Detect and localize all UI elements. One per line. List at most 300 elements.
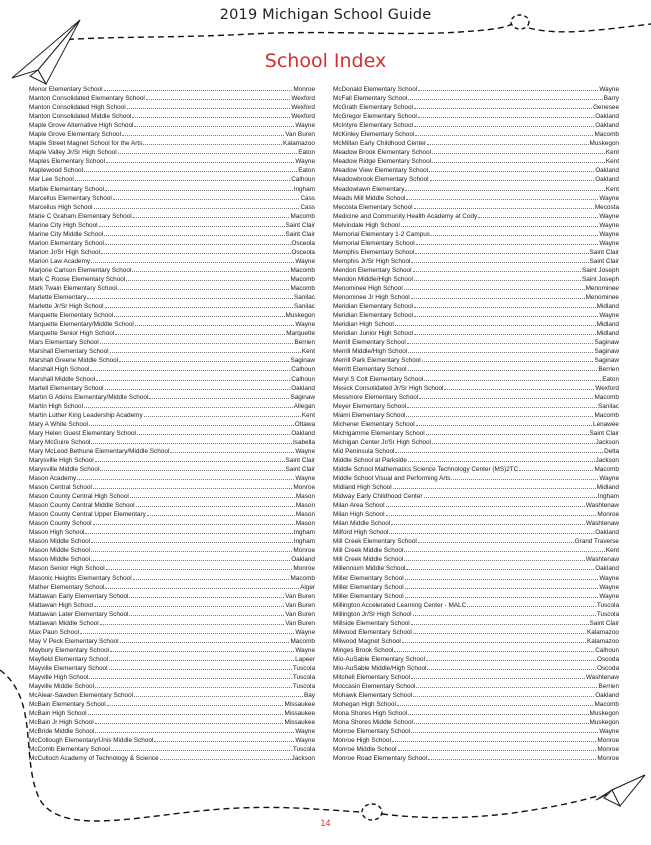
- county-name: Oakland: [291, 384, 315, 392]
- dot-leader: [118, 148, 298, 154]
- county-name: Berrien: [294, 339, 315, 347]
- dot-leader: [426, 655, 596, 661]
- dot-leader: [414, 103, 592, 109]
- county-name: Cass: [300, 194, 315, 202]
- dot-leader: [395, 447, 603, 453]
- dot-leader: [95, 718, 284, 724]
- school-name: Marine City High School: [29, 221, 98, 229]
- county-name: Monroe: [293, 86, 315, 93]
- index-entry: [333, 420, 619, 429]
- dot-leader: [154, 736, 294, 742]
- index-entry: [29, 474, 315, 483]
- dot-leader: [414, 121, 594, 127]
- index-entry: [29, 266, 315, 275]
- index-entry: [29, 375, 315, 384]
- school-name: Mendon Elementary School: [333, 266, 412, 274]
- county-name: Tuscola: [596, 610, 619, 618]
- index-entry: [333, 384, 619, 393]
- school-name: Marysville Middle School: [29, 465, 100, 473]
- school-name: Mason High School: [29, 529, 85, 537]
- index-entry: [333, 528, 619, 537]
- school-name: Millside Elementary School: [333, 619, 410, 627]
- school-name: Martin Luther King Leadership Academy: [29, 411, 143, 419]
- county-name: Wayne: [599, 592, 619, 600]
- school-name: Mason Middle School: [29, 556, 91, 564]
- index-entry: [333, 474, 619, 483]
- index-entry: [29, 528, 315, 537]
- dot-leader: [134, 691, 303, 697]
- school-name: Marlette Jr/Sr High School: [29, 303, 104, 311]
- school-name: Mio-AuSable Middle/High School: [333, 665, 427, 672]
- dot-leader: [84, 402, 293, 408]
- index-entry: [333, 727, 619, 736]
- index-entry: [29, 203, 315, 212]
- index-entry: [333, 501, 619, 510]
- county-name: Alger: [300, 583, 315, 591]
- school-name: McKinley Elementary School: [333, 131, 415, 139]
- dot-leader: [105, 185, 293, 191]
- index-entry: [333, 221, 619, 230]
- school-name: Marjorie Carlson Elementary School: [29, 266, 132, 274]
- index-entry: [29, 175, 315, 184]
- school-name: Marcellus Elementary School: [29, 194, 112, 202]
- dot-leader: [87, 293, 293, 299]
- county-name: Monroe: [597, 746, 619, 754]
- school-name: Mayfield Elementary School: [29, 655, 109, 663]
- index-entry: [29, 583, 315, 592]
- index-entry: [29, 130, 315, 139]
- dot-leader: [405, 583, 599, 589]
- index-entry: [29, 365, 315, 374]
- school-name: Maple Street Magnet School for the Arts: [29, 140, 143, 148]
- school-name: Medicine and Community Health Academy at Cody: [333, 212, 478, 220]
- county-name: Isabella: [292, 438, 315, 446]
- index-entry: [333, 393, 619, 402]
- school-name: Marshall Elementary School: [29, 348, 109, 356]
- county-name: Wayne: [295, 475, 315, 483]
- school-name: Manton Consolidated Middle School: [29, 113, 132, 121]
- school-name: Mendon Middle/High School: [333, 275, 413, 283]
- school-name: Millington Jr/Sr High School: [333, 610, 412, 618]
- school-name: McGrath Elementary School: [333, 104, 413, 112]
- school-name: Mona Shores Middle School: [333, 719, 413, 727]
- index-entry: [333, 185, 619, 194]
- school-name: Meridian Elementary School: [333, 303, 413, 311]
- school-name: Mattawan Middle School: [29, 619, 99, 627]
- index-entry: [333, 691, 619, 700]
- dot-leader: [149, 393, 289, 399]
- county-name: Wayne: [599, 574, 619, 582]
- county-name: Menominee: [585, 294, 619, 302]
- dot-leader: [134, 121, 294, 127]
- school-name: Mary McGuire School: [29, 438, 91, 446]
- county-name: Monroe: [597, 755, 619, 763]
- school-name: Merrill Middle/High School: [333, 348, 408, 356]
- school-name: Millennium Middle School: [333, 565, 406, 573]
- county-name: Macomb: [290, 285, 315, 293]
- county-name: Saginaw: [290, 357, 315, 365]
- county-name: Saint Clair: [589, 248, 619, 256]
- index-entry: [333, 311, 619, 320]
- index-entry: [29, 447, 315, 456]
- school-name: Meyer Elementary School: [333, 402, 407, 410]
- dot-leader: [77, 474, 294, 480]
- dot-leader: [89, 673, 292, 679]
- school-name: Meads Mill Middle School: [333, 194, 406, 202]
- dot-leader: [407, 338, 594, 344]
- school-name: Meadow Brook Elementary School: [333, 149, 432, 157]
- county-name: Wexford: [291, 95, 315, 103]
- dot-leader: [402, 637, 586, 643]
- county-name: Cass: [300, 203, 315, 211]
- index-entry: [29, 438, 315, 447]
- index-entry: [29, 302, 315, 311]
- school-name: Mill Creek Elementary School: [333, 538, 417, 546]
- county-name: Wayne: [599, 475, 619, 483]
- county-name: Oakland: [291, 556, 315, 564]
- dot-leader: [170, 447, 294, 453]
- dot-leader: [451, 474, 598, 480]
- school-name: Monroe Elementary School: [333, 728, 411, 736]
- dot-leader: [93, 519, 295, 525]
- index-entry: [29, 166, 315, 175]
- county-name: Genesee: [593, 104, 619, 112]
- school-name: Minges Brook School: [333, 646, 394, 654]
- county-name: Monroe: [293, 565, 315, 573]
- dot-leader: [444, 384, 594, 390]
- index-entry: [29, 727, 315, 736]
- index-entry: [333, 166, 619, 175]
- county-name: Tuscola: [292, 674, 315, 682]
- county-name: Mason: [295, 511, 315, 519]
- county-name: Tuscola: [292, 683, 315, 691]
- dot-leader: [432, 157, 605, 163]
- dot-leader: [100, 338, 294, 344]
- dot-leader: [414, 718, 589, 724]
- county-name: Mason: [295, 493, 315, 501]
- index-entry: [29, 601, 315, 610]
- county-name: Monroe: [293, 484, 315, 492]
- dot-leader: [91, 555, 290, 561]
- dot-leader: [427, 664, 596, 670]
- county-name: Wayne: [599, 239, 619, 247]
- school-name: McFall Elementary School: [333, 95, 408, 103]
- school-name: Mason County Central High School: [29, 493, 129, 501]
- index-entry: [29, 221, 315, 230]
- school-name: Maybury Elementary School: [29, 646, 109, 654]
- county-name: Wayne: [599, 86, 619, 93]
- dot-leader: [95, 682, 292, 688]
- dot-leader: [105, 239, 291, 245]
- school-name: McMillan Early Childhood Center: [333, 140, 427, 148]
- school-name: Mohawk Elementary School: [333, 692, 413, 700]
- school-name: Marlette Elementary: [29, 294, 87, 302]
- county-name: Wayne: [295, 321, 315, 329]
- county-name: Wayne: [295, 158, 315, 166]
- dot-leader: [106, 564, 293, 570]
- dot-leader: [404, 546, 605, 552]
- school-name: Mesick Consolidated Jr/Sr High School: [333, 384, 444, 392]
- index-entry: [29, 293, 315, 302]
- county-name: Saint Clair: [589, 429, 619, 437]
- index-entry: [333, 718, 619, 727]
- index-entry: [29, 248, 315, 257]
- dot-leader: [132, 112, 290, 118]
- dot-leader: [415, 130, 593, 136]
- county-name: Kalamazoo: [283, 140, 315, 148]
- dashed-flight-path-bottom-right: [382, 795, 600, 818]
- county-name: Lapeer: [295, 655, 315, 663]
- county-name: Oscoda: [596, 655, 619, 663]
- dot-leader: [405, 185, 604, 191]
- county-name: Saint Joseph: [582, 275, 619, 283]
- index-entry: [29, 320, 315, 329]
- school-name: Midland High School: [333, 484, 392, 492]
- index-entry: [333, 754, 619, 763]
- dot-leader: [405, 574, 599, 580]
- school-name: McAlear-Sawden Elementary School: [29, 692, 134, 700]
- school-name: Mason Senior High School: [29, 565, 105, 573]
- county-name: Kent: [605, 149, 619, 157]
- index-entry: [29, 501, 315, 510]
- index-entry: [29, 754, 315, 763]
- dot-leader: [408, 347, 593, 353]
- county-name: Wayne: [599, 194, 619, 202]
- county-name: Saginaw: [594, 357, 619, 365]
- school-name: Mattawan Later Elementary School: [29, 610, 129, 618]
- index-entry: [333, 592, 619, 601]
- dot-leader: [413, 266, 582, 272]
- index-entry: [333, 329, 619, 338]
- county-name: Saginaw: [290, 393, 315, 401]
- county-name: Kent: [301, 411, 315, 419]
- county-name: Osceola: [291, 248, 315, 256]
- county-name: Delta: [604, 447, 619, 455]
- index-entry: [333, 646, 619, 655]
- dot-leader: [418, 112, 594, 118]
- index-entry: [333, 745, 619, 754]
- index-entry: [29, 85, 315, 94]
- school-name: Mid Peninsula School: [333, 447, 395, 455]
- guide-title: 2019 Michigan School Guide: [219, 7, 432, 23]
- school-name: Middle School at Parkside: [333, 456, 407, 464]
- county-name: Oakland: [595, 167, 619, 175]
- county-name: Monroe: [597, 737, 619, 745]
- county-name: Calhoun: [595, 646, 619, 654]
- school-name: Milwood Elementary School: [333, 628, 412, 636]
- school-name: Messmore Elementary School: [333, 393, 419, 401]
- index-entry: [29, 628, 315, 637]
- index-entry: [29, 275, 315, 284]
- school-name: Meridian High School: [333, 321, 394, 329]
- school-name: Maple Grove Alternative High School: [29, 122, 134, 130]
- dot-leader: [407, 402, 597, 408]
- county-name: Wayne: [599, 230, 619, 238]
- school-name: Millington Accelerated Learning Center - MALC: [333, 601, 467, 609]
- school-name: Monroe Middle School: [333, 746, 397, 754]
- county-name: Kent: [605, 547, 619, 555]
- index-entry: [333, 402, 619, 411]
- index-entry: [29, 103, 315, 112]
- county-name: Allegan: [293, 402, 315, 410]
- school-name: Miller Elementary School: [333, 583, 404, 591]
- school-name: Martin High School: [29, 402, 83, 410]
- index-entry: [333, 347, 619, 356]
- county-name: Oscoda: [596, 665, 619, 672]
- school-name: Merrill Park Elementary School: [333, 357, 421, 365]
- school-name: Marquette Elementary School: [29, 312, 114, 320]
- dot-leader: [389, 528, 594, 534]
- school-name: Memphis Jr/Sr High School: [333, 257, 411, 265]
- school-name: Marcellus High School: [29, 203, 93, 211]
- school-name: Merrill Elementary School: [333, 339, 406, 347]
- county-name: Muskegon: [589, 140, 619, 148]
- school-name: Manton Consolidated High School: [29, 104, 126, 112]
- county-name: Barry: [603, 95, 619, 103]
- dot-leader: [135, 320, 295, 326]
- county-name: Oakland: [595, 565, 619, 573]
- index-entry: [333, 293, 619, 302]
- index-entry: [333, 655, 619, 664]
- dot-leader: [133, 574, 290, 580]
- index-entry: [29, 230, 315, 239]
- county-name: Wayne: [295, 447, 315, 455]
- county-name: Monroe: [597, 511, 619, 519]
- index-entry: [29, 664, 315, 673]
- county-name: Jackson: [291, 755, 315, 763]
- dot-leader: [408, 709, 588, 715]
- index-entry: [333, 664, 619, 673]
- dot-leader: [416, 239, 599, 245]
- dot-leader: [386, 510, 597, 516]
- school-name: Maplewood School: [29, 167, 83, 175]
- county-name: Macomb: [594, 393, 619, 401]
- county-name: Calhoun: [291, 366, 315, 374]
- county-name: Jackson: [595, 456, 619, 464]
- county-name: Midland: [596, 484, 619, 492]
- dot-leader: [94, 601, 284, 607]
- dot-leader: [101, 248, 291, 254]
- school-name: Mayville High School: [29, 674, 89, 682]
- index-entry: [333, 148, 619, 157]
- county-name: Wayne: [295, 257, 315, 265]
- index-entry: [333, 673, 619, 682]
- index-entry: [29, 655, 315, 664]
- school-name: Mary Helen Guest Elementary School: [29, 429, 136, 437]
- county-name: Ingham: [597, 493, 619, 501]
- index-entry: [29, 94, 315, 103]
- school-name: Mecosta Elementary School: [333, 203, 413, 211]
- dot-leader: [413, 691, 594, 697]
- index-entry: [29, 610, 315, 619]
- index-entry: [333, 583, 619, 592]
- county-name: Sanilac: [294, 303, 315, 311]
- dot-leader: [110, 347, 301, 353]
- school-name: Meadow View Elementary School: [333, 167, 429, 175]
- dot-leader: [100, 465, 284, 471]
- dot-leader: [405, 592, 599, 598]
- school-name: Manton Consolidated Elementary School: [29, 95, 145, 103]
- dot-leader: [88, 709, 284, 715]
- dot-leader: [392, 736, 596, 742]
- school-name: Marion Jr/Sr High School: [29, 248, 101, 256]
- dot-leader: [404, 284, 585, 290]
- county-name: Oakland: [595, 113, 619, 121]
- index-entry: [29, 682, 315, 691]
- index-entry: [333, 510, 619, 519]
- dot-leader: [416, 420, 592, 426]
- index-entry: [29, 393, 315, 402]
- dot-leader: [411, 257, 588, 263]
- index-entry: [333, 112, 619, 121]
- county-name: Osceola: [291, 239, 315, 247]
- index-entry: [333, 465, 619, 474]
- index-entry: [333, 628, 619, 637]
- county-name: Mecosta: [594, 203, 619, 211]
- dot-leader: [413, 610, 596, 616]
- index-entry: [333, 492, 619, 501]
- index-entry: [333, 411, 619, 420]
- county-name: Wayne: [599, 212, 619, 220]
- dot-leader: [136, 501, 295, 507]
- dot-leader: [104, 85, 293, 91]
- dot-leader: [519, 465, 593, 471]
- county-name: Kent: [301, 348, 315, 356]
- dot-leader: [397, 700, 594, 706]
- dot-leader: [147, 510, 295, 516]
- county-name: Washtenaw: [585, 674, 619, 682]
- school-name: Marion Law Academy: [29, 257, 91, 265]
- school-name: Memorial Elementary School: [333, 239, 415, 247]
- index-entry: [29, 311, 315, 320]
- dot-leader: [478, 212, 598, 218]
- dot-leader: [85, 528, 292, 534]
- school-name: Mayville Middle School: [29, 683, 94, 691]
- dot-leader: [104, 230, 284, 236]
- dot-leader: [428, 754, 596, 760]
- index-entry: [333, 194, 619, 203]
- county-name: Eaton: [298, 149, 315, 157]
- school-name: Milan High School: [333, 511, 385, 519]
- dot-leader: [404, 555, 585, 561]
- index-entry: [29, 646, 315, 655]
- dot-leader: [430, 175, 595, 181]
- school-name: Michigamme Elementary School: [333, 429, 425, 437]
- index-entry: [333, 610, 619, 619]
- county-name: Saint Clair: [285, 230, 315, 238]
- dot-leader: [414, 311, 598, 317]
- index-entry: [29, 510, 315, 519]
- index-entry: [333, 429, 619, 438]
- county-name: Grand Traverse: [574, 538, 619, 546]
- school-name: Mason Middle School: [29, 538, 91, 546]
- dot-leader: [105, 302, 293, 308]
- dot-leader: [408, 365, 598, 371]
- school-name: Mitchell Elementary School: [333, 674, 411, 682]
- index-entry: [333, 564, 619, 573]
- school-name: Mason County School: [29, 520, 92, 528]
- school-name: Monroe High School: [333, 737, 391, 745]
- county-name: Ingham: [293, 529, 315, 537]
- county-name: Van Buren: [285, 131, 315, 139]
- school-name: Martin G Atkins Elementary/Middle School: [29, 393, 149, 401]
- index-entry: [333, 483, 619, 492]
- index-entry: [333, 637, 619, 646]
- index-entry: [333, 248, 619, 257]
- index-entry: [29, 338, 315, 347]
- dot-leader: [84, 166, 297, 172]
- county-name: Kalamazoo: [587, 628, 619, 636]
